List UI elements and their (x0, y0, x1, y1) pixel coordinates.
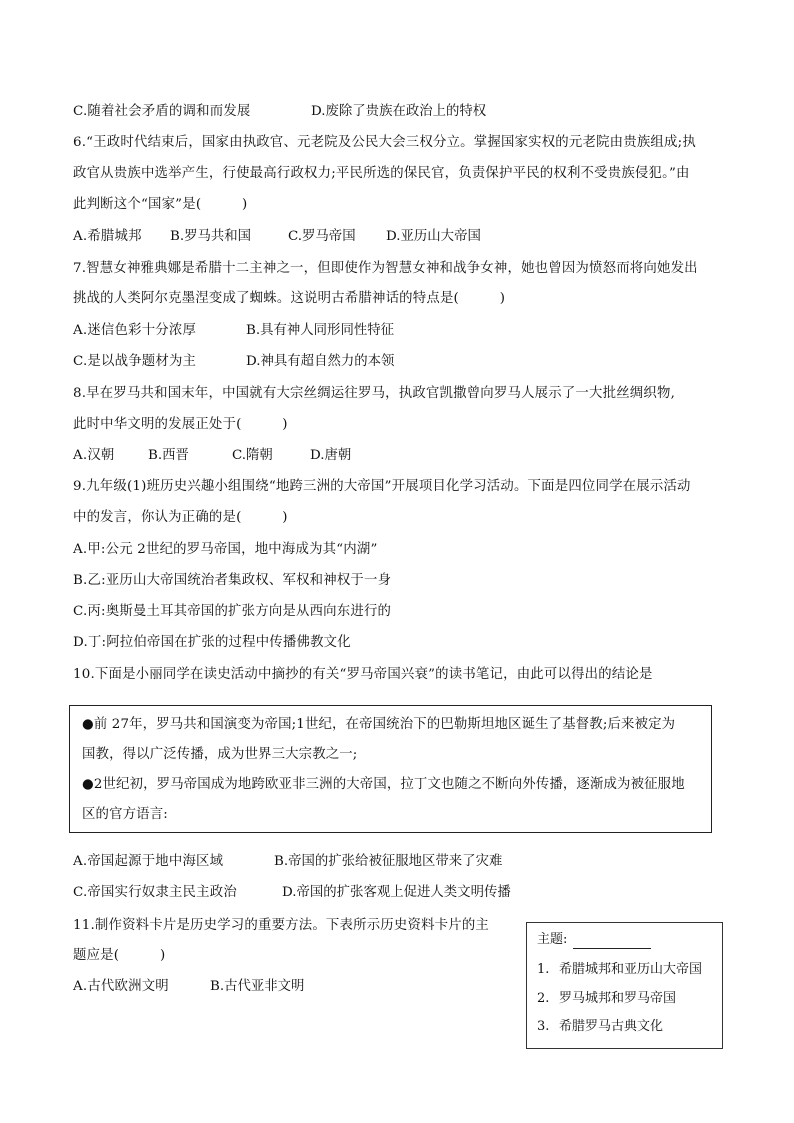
q11-option-b: B.古代亚非文明 (210, 979, 305, 994)
q9-option-c: C.丙:奥斯曼土耳其帝国的扩张方向是从西向东进行的 (73, 604, 392, 619)
q10-option-c: C.帝国实行奴隶主民主政治 (73, 885, 237, 900)
q10-option-b: B.帝国的扩张给被征服地区带来了灾难 (274, 854, 503, 869)
q6-stem-line1: 6.“王政时代结束后，国家由执政官、元老院及公民大会三权分立。掌握国家实权的元老院由贵族组成;执 (73, 135, 696, 150)
q5-option-c: C.随着社会矛盾的调和而发展 (73, 104, 251, 119)
card-item-number: 3. (537, 1019, 550, 1034)
q7-option-c: C.是以战争题材为主 (73, 354, 197, 369)
resource-card (526, 922, 723, 1049)
q8-option-b: B.西晋 (148, 448, 189, 463)
note-2-line1: ●2世纪初，罗马帝国成为地跨欧亚非三洲的大帝国，拉丁文也随之不断向外传播，逐渐成为被征服地 (82, 777, 685, 792)
q6-option-b: B.罗马共和国 (170, 229, 252, 244)
q10-stem-line1: 10.下面是小丽同学在读史活动中摘抄的有关“罗马帝国兴衰”的读书笔记，由此可以得出的结论是 (73, 667, 653, 682)
q9-stem-line1: 9.九年级(1)班历史兴趣小组围绕“地跨三洲的大帝国”开展项目化学习活动。下面是四位同学在展示活动 (73, 479, 691, 494)
q8-option-c: C.隋朝 (232, 448, 273, 463)
q8-option-a: A.汉朝 (73, 448, 115, 463)
note-1-line2: 国教，得以广泛传播，成为世界三大宗教之一; (82, 747, 358, 762)
q7-option-a: A.迷信色彩十分浓厚 (73, 323, 197, 338)
card-item-1 (537, 961, 702, 979)
card-title-label: 主题: (537, 932, 568, 947)
q8-stem-line2: 此时中华文明的发展正处于( ) (73, 417, 288, 432)
card-item-2 (537, 990, 676, 1008)
note-1-line1: ●前 27年，罗马共和国演变为帝国;1世纪，在帝国统治下的巴勒斯坦地区诞生了基督教;后来被定为 (82, 717, 676, 732)
note-2-line2: 区的官方语言: (82, 807, 168, 822)
card-title (537, 931, 651, 949)
reading-notes-box (69, 705, 712, 833)
q9-option-b: B.乙:亚历山大帝国统治者集政权、军权和神权于一身 (73, 573, 392, 588)
q8-option-d: D.唐朝 (310, 448, 352, 463)
q6-option-c: C.罗马帝国 (288, 229, 356, 244)
q6-stem-line2: 政官从贵族中选举产生，行使最高行政权力;平民所选的保民官，负责保护平民的权利不受贵族侵犯。”由 (73, 166, 690, 181)
card-item-3 (537, 1018, 663, 1036)
q7-stem-line1: 7.智慧女神雅典娜是希腊十二主神之一，但即使作为智慧女神和战争女神，她也曾因为愤怒而将向她发出 (73, 261, 698, 276)
q7-option-b: B.具有神人同形同性特征 (246, 323, 395, 338)
card-item-text: 罗马城邦和罗马帝国 (559, 991, 677, 1006)
q6-option-d: D.亚历山大帝国 (386, 229, 481, 244)
q9-option-d: D.丁:阿拉伯帝国在扩张的过程中传播佛教文化 (73, 635, 351, 650)
q10-option-a: A.帝国起源于地中海区域 (73, 854, 224, 869)
card-item-number: 1. (537, 962, 550, 977)
q11-stem-line2: 题应是( ) (73, 948, 166, 963)
q7-option-d: D.神具有超自然力的本领 (246, 354, 395, 369)
q8-stem-line1: 8.早在罗马共和国末年，中国就有大宗丝绸运往罗马，执政官凯撒曾向罗马人展示了一大批丝绸织物, (73, 386, 676, 401)
q5-option-d: D.废除了贵族在政治上的特权 (311, 104, 487, 119)
q6-stem-line3: 此判断这个“国家”是( ) (73, 197, 248, 212)
q10-option-d: D.帝国的扩张客观上促进人类文明传播 (282, 885, 511, 900)
card-item-text: 希腊罗马古典文化 (559, 1019, 664, 1034)
q6-option-a: A.希腊城邦 (73, 229, 142, 244)
q11-option-a: A.古代欧洲文明 (73, 979, 169, 994)
card-item-text: 希腊城邦和亚历山大帝国 (559, 962, 703, 977)
card-title-blank (573, 936, 651, 949)
q11-stem-line1: 11.制作资料卡片是历史学习的重要方法。下表所示历史资料卡片的主 (73, 918, 490, 933)
card-item-number: 2. (537, 991, 550, 1006)
q7-stem-line2: 挑战的人类阿尔克墨涅变成了蜘蛛。这说明古希腊神话的特点是( ) (73, 291, 506, 306)
q9-option-a: A.甲:公元 2世纪的罗马帝国，地中海成为其“内湖” (73, 542, 378, 557)
q9-stem-line2: 中的发言，你认为正确的是( ) (73, 510, 288, 525)
